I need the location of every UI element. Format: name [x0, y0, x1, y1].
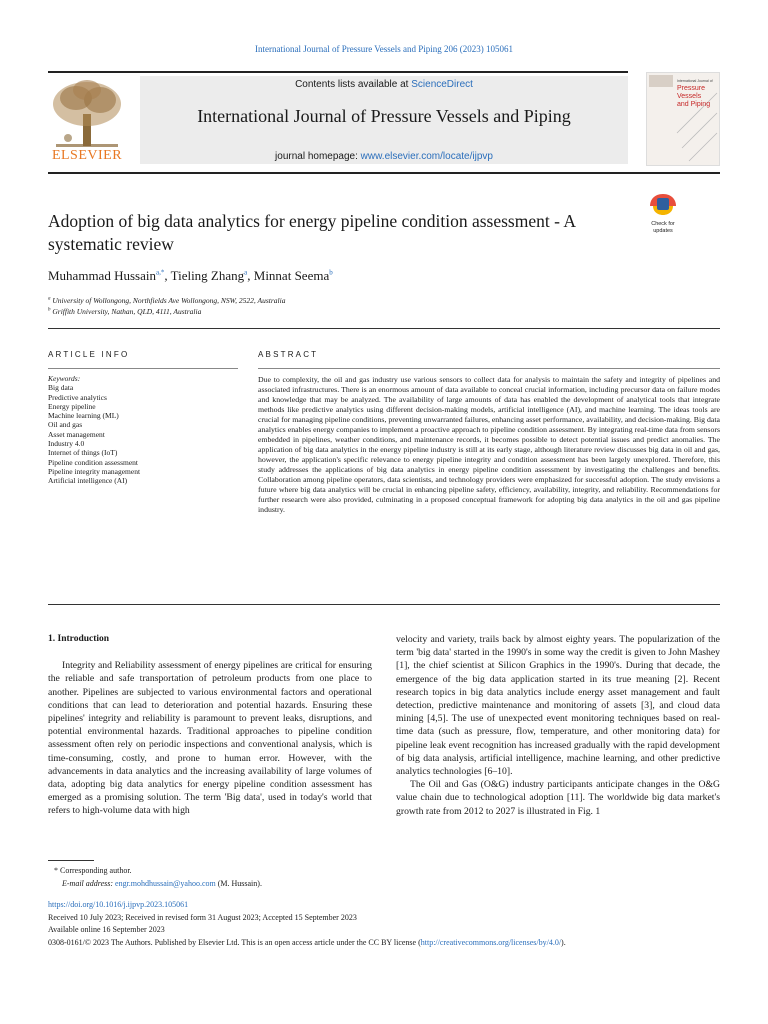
author-list: [48, 268, 333, 284]
license-prefix: 0308-0161/© 2023 The Authors. Published by Elsevier Ltd. This is an open access article under the CC BY license (: [48, 938, 421, 947]
homepage-prefix: journal homepage:: [275, 151, 361, 162]
cover-title-line2: and Piping: [677, 101, 711, 108]
author-name[interactable]: , Minnat Seema: [247, 268, 330, 283]
author-sup[interactable]: b: [329, 268, 333, 277]
license-link[interactable]: http://creativecommons.org/licenses/by/4.0/: [420, 938, 562, 947]
keyword: Industry 4.0: [48, 439, 85, 449]
body-paragraph: velocity and variety, trails back by almost eighty years. The popularization of the term 'big data' started in the 1990's in some way the credit is given to John Mashey [1], the chief scientist at Silicon Graphics in the 1990's. During that decade, the emergence of the big data application started in its true meaning [2]. Recent research topics in big data analytics include energy asset management and fault detection, predictive maintenance and monitoring of assets [3], and cloud data mining [4,5]. The use of unexpected event monitoring techniques based on real-time data (such as pressure, flow, temperature, and other monitoring data) for pipeline leak event recognition has increased gradually with the rapid development of big data analysis, artificial intelligence, machine learning, and other predictive analytics technologies [6–10].: [396, 634, 720, 778]
keywords-block: [48, 374, 238, 486]
divider: [48, 368, 238, 369]
elsevier-logo[interactable]: [48, 76, 126, 164]
available-online: Available online 16 September 2023: [48, 925, 165, 934]
publisher-wordmark: ELSEVIER: [51, 148, 123, 163]
article-title: Adoption of big data analytics for energy pipeline condition assessment - A systematic review: [48, 211, 575, 254]
body-paragraph: Integrity and Reliability assessment of energy pipelines are critical for ensuring the reliable and safe transportation of petroleum products from one place to another. Pipelines are subjected to various environmental factors and operational conditions that can lead to deterioration and potential hazards. Ensuring these pipelines' integrity and reliability is paramount to prevent leaks, disruptions, and potential environmental hazards. Traditional approaches to pipeline condition assessment often rely on periodic inspections and conventional analysis, which is time-consuming, costly, and prone to human error. However, with the advancements in data analytics and the increasing availability of large volumes of data, adopting big data analytics for energy pipeline condition assessment has emerged as a promising solution. The term 'Big data', used in today's world that refers to high-volume data with high: [48, 660, 372, 817]
body-right-column: [396, 633, 720, 818]
cover-title: [677, 85, 719, 109]
keyword: Machine learning (ML): [48, 411, 119, 421]
email-note: [62, 879, 262, 888]
keyword: Pipeline condition assessment: [48, 457, 138, 467]
keyword: Artificial intelligence (AI): [48, 476, 128, 486]
keyword: Pipeline integrity management: [48, 466, 141, 476]
keyword: Big data: [48, 383, 74, 393]
author-sup[interactable]: a: [244, 268, 248, 277]
cover-title-line1: Pressure Vessels: [677, 85, 706, 100]
sciencedirect-link[interactable]: ScienceDirect: [411, 79, 473, 90]
author-name[interactable]: Muhammad Hussain: [48, 268, 156, 283]
keyword: Predictive analytics: [48, 392, 107, 402]
divider: [258, 368, 720, 369]
affiliation-sup: b: [48, 307, 51, 313]
check-updates-line2: updates: [653, 228, 673, 234]
affiliation-text: Griffith University, Nathan, QLD, 4111, Australia: [52, 307, 202, 316]
email-suffix: (M. Hussain).: [215, 879, 262, 888]
abstract-heading: ABSTRACT: [258, 350, 319, 359]
abstract-text: Due to complexity, the oil and gas industry use various sensors to collect data for analysis to maintain the safety and integrity of pipelines and associated infrastructures. There is an enormous amount of data available to conceal crucial information, including precursor data on failure modes and knowledge that may be analyzed. The availability of large amounts of data has enabled the development of analytical tools that integrate methods like predictive analytics using different decision-making models, artificial intelligence (AI), and machine learning. The ideas tools are crucial for managing pipeline conditions, preventing unwarranted failures, enhancing asset performance, availability, and decision-making. Big data analytics enables energy companies to implement a proactive approach to pipeline condition assessment. By integrating real-time data from sensors embedded in pipelines, weather conditions, and maintenance records, it becomes possible to detect potential issues and predict anomalies. The application of big data analytics in the energy pipeline industry is still at its early stage, although literature review discusses big data in oil and gas, however, the application's specific relevance to energy pipeline integrity and condition assessment has been largely unexplored. Therefore, this study addresses the applications of big data analytics in energy pipeline condition assessment by investigating the challenges and benefits. Collaboration among pipeline operators, data scientists, and technology providers were emphasized for successful adoption. The study envisions a future where big data analytics will be crucial in enhancing pipeline safety, efficiency, availability, integrity, and reliability. Recommendations for further research were also provided, culminating in a proposed conceptual framework for adopting big data analytics in the oil and gas pipeline industry.: [258, 375, 720, 514]
cover-small-title: International Journal of: [677, 79, 713, 83]
affiliation: [48, 296, 285, 305]
article-info-heading: ARTICLE INFO: [48, 350, 130, 359]
check-updates-line1: Check for: [651, 221, 675, 227]
keyword: Oil and gas: [48, 420, 83, 430]
license-line: [48, 938, 720, 947]
affiliation-text: University of Wollongong, Northfields Ave Wollongong, NSW, 2522, Australia: [52, 296, 286, 305]
affiliation-sup: a: [48, 296, 51, 302]
contents-line: [140, 79, 628, 90]
check-updates-icon: [646, 192, 680, 216]
email-label: E-mail address:: [62, 879, 116, 888]
contents-prefix: Contents lists available at: [295, 79, 412, 90]
affiliation: [48, 307, 201, 316]
corresponding-note: * Corresponding author.: [54, 866, 132, 875]
license-suffix: ).: [561, 938, 566, 947]
section-heading: 1. Introduction: [48, 634, 110, 644]
running-head[interactable]: International Journal of Pressure Vessels and Piping 206 (2023) 105061: [254, 44, 514, 54]
email-link[interactable]: engr.mohdhussain@yahoo.com: [115, 879, 216, 888]
author-sup[interactable]: a,*: [155, 268, 165, 277]
author-name[interactable]: , Tieling Zhang: [164, 268, 245, 283]
keywords-label: Keywords:: [48, 374, 81, 383]
body-paragraph: The Oil and Gas (O&G) industry participants anticipate changes in the O&G value chain due to technological adoption [11]. The worldwide big data market's growth rate from 2012 to 2027 is illustrated in Fig. 1: [396, 779, 720, 817]
keyword: Internet of things (IoT): [48, 448, 118, 458]
footnote-rule: [48, 860, 94, 861]
journal-cover-thumbnail[interactable]: [646, 72, 720, 166]
divider: [48, 328, 720, 329]
divider: [48, 604, 720, 605]
keyword: Energy pipeline: [48, 401, 96, 411]
check-for-updates-badge[interactable]: [646, 192, 680, 232]
body-left-column: [48, 633, 372, 818]
homepage-link[interactable]: www.elsevier.com/locate/ijpvp: [360, 151, 493, 162]
masthead-top-rule: [48, 71, 628, 73]
received-dates: Received 10 July 2023; Received in revised form 31 August 2023; Accepted 15 September 2023: [48, 913, 357, 922]
homepage-line: [140, 151, 628, 162]
masthead-bottom-rule: [48, 172, 720, 174]
journal-title: International Journal of Pressure Vessels and Piping: [197, 106, 571, 126]
keyword: Asset management: [48, 429, 105, 439]
doi-link[interactable]: https://doi.org/10.1016/j.ijpvp.2023.105061: [48, 900, 189, 909]
